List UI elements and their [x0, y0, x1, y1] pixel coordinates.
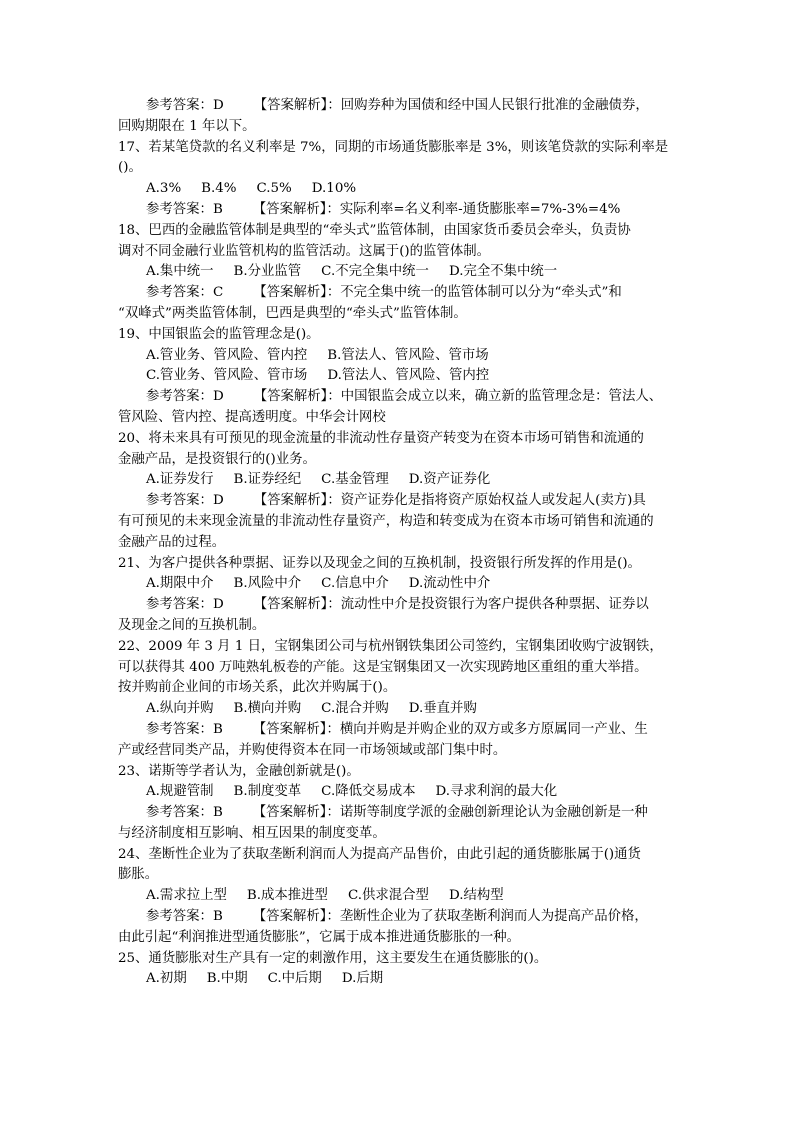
answer-option: C.管业务、管风险、管市场: [146, 368, 308, 384]
answer-option: A.证券发行: [146, 472, 214, 488]
text-line: [118, 158, 680, 179]
text-segment: 20、将未来具有可预见的现金流量的非流动性存量资产转变为在资本市场可销售和流通的: [118, 430, 644, 446]
text-line: [118, 845, 680, 866]
text-segment: 与经济制度相互影响、相互因果的制度变革。: [118, 825, 386, 841]
text-segment: 【答案解析】：不完全集中统一的监管体制可以分为“牵头式”和: [253, 285, 622, 301]
answer-option: D.结构型: [448, 888, 504, 904]
answer-option: D.寻求利润的最大化: [435, 784, 558, 800]
text-segment: 【答案解析】：中国银监会成立以来，确立新的监管理念是：管法人、: [253, 389, 663, 405]
text-line: [118, 429, 680, 450]
answer-option: B.中期: [206, 971, 248, 987]
text-line: [118, 387, 680, 408]
text-line: [118, 554, 680, 575]
text-line: [118, 741, 680, 762]
text-segment: 参考答案：B: [146, 201, 223, 217]
text-segment: 管风险、管内控、提高透明度。中华会计网校: [118, 409, 386, 425]
text-line: [118, 491, 680, 512]
answer-options-line: [118, 886, 680, 907]
text-line: [118, 408, 680, 429]
answer-options-line: [118, 470, 680, 491]
answer-option: D.资产证券化: [408, 472, 491, 488]
answer-option: D.垂直并购: [408, 701, 477, 717]
answer-option: C.中后期: [267, 971, 322, 987]
text-segment: 24、垄断性企业为了获取垄断利润而人为提高产品售价，由此引起的通货膨胀属于()通货: [118, 846, 641, 862]
answer-option: C.信息中介: [321, 576, 389, 592]
answer-option: C.供求混合型: [347, 888, 429, 904]
text-segment: 参考答案：D: [146, 98, 224, 113]
text-segment: 25、通货膨胀对生产具有一定的刺激作用，这主要发生在通货膨胀的()。: [118, 950, 548, 966]
text-line: [118, 824, 680, 845]
answer-option: D.流动性中介: [408, 576, 491, 592]
answer-option: C.降低交易成本: [321, 784, 416, 800]
text-segment: 【答案解析】：资产证券化是指将资产原始权益人或发起人(卖方)具: [253, 493, 646, 509]
text-line: [118, 949, 680, 970]
answer-option: A.期限中介: [146, 576, 214, 592]
text-segment: 参考答案：B: [146, 909, 223, 925]
text-segment: 可以获得其 400 万吨熟轧板卷的产能。这是宝钢集团又一次实现跨地区重组的重大举措。: [118, 659, 648, 675]
answer-option: D.完全不集中统一: [448, 264, 558, 280]
text-segment: 参考答案：D: [146, 493, 224, 509]
answer-option: B.分业监管: [233, 264, 302, 280]
answer-option: B.4%: [201, 181, 237, 197]
text-line: [118, 450, 680, 471]
text-segment: 参考答案：B: [146, 805, 223, 821]
text-segment: 参考答案：D: [146, 389, 224, 405]
text-line: [118, 720, 680, 741]
text-line: [118, 96, 680, 117]
text-segment: 22、2009 年 3 月 1 日，宝钢集团公司与杭州钢铁集团公司签约，宝钢集团收购宁波钢铁，: [118, 638, 663, 654]
text-segment: 及现金之间的互换机制。: [118, 617, 266, 633]
text-segment: 21、为客户提供各种票据、证券以及现金之间的互换机制，投资银行所发挥的作用是()。: [118, 555, 641, 571]
text-line: [118, 325, 680, 346]
answer-options-line: [118, 782, 680, 803]
answer-option: D.后期: [341, 971, 384, 987]
text-line: [118, 616, 680, 637]
answer-options-line: [118, 699, 680, 720]
text-line: [118, 803, 680, 824]
answer-option: B.证券经纪: [233, 472, 302, 488]
answer-option: B.横向并购: [233, 701, 302, 717]
text-line: [118, 283, 680, 304]
text-segment: 【答案解析】：实际利率=名义利率-通货膨胀率=7%-3%=4%: [252, 201, 621, 217]
text-segment: 参考答案：D: [146, 597, 224, 613]
text-segment: ()。: [118, 160, 142, 176]
text-line: [118, 928, 680, 949]
text-segment: 回购期限在 1 年以下。: [118, 118, 256, 134]
text-segment: 按并购前企业间的市场关系，此次并购属于()。: [118, 680, 397, 696]
text-segment: 产或经营同类产品，并购使得资本在同一市场领域或部门集中时。: [118, 742, 507, 758]
answer-options-line: [118, 262, 680, 283]
text-line: [118, 200, 680, 221]
answer-option: A.3%: [146, 181, 182, 197]
answer-options-line: [118, 366, 680, 387]
document-page: [118, 96, 680, 990]
answer-option: A.需求拉上型: [146, 888, 227, 904]
text-line: [118, 865, 680, 886]
answer-option: C.基金管理: [321, 472, 389, 488]
answer-option: D.管法人、管风险、管内控: [327, 368, 490, 384]
answer-options-line: [118, 179, 680, 200]
answer-option: C.5%: [256, 181, 292, 197]
text-line: [118, 242, 680, 263]
text-segment: 金融产品，是投资银行的()业务。: [118, 451, 316, 467]
answer-option: B.风险中介: [233, 576, 302, 592]
answer-option: B.管法人、管风险、管市场: [327, 347, 489, 363]
answer-option: A.规避管制: [146, 784, 214, 800]
text-line: [118, 907, 680, 928]
text-line: [118, 533, 680, 554]
answer-option: C.不完全集中统一: [321, 264, 429, 280]
answer-option: C.混合并购: [321, 701, 389, 717]
text-line: [118, 304, 680, 325]
answer-options-line: [118, 969, 680, 990]
answer-options-line: [118, 574, 680, 595]
text-line: [118, 678, 680, 699]
text-segment: 【答案解析】：流动性中介是投资银行为客户提供各种票据、证券以: [253, 597, 649, 613]
text-line: [118, 762, 680, 783]
text-segment: 18、巴西的金融监管体制是典型的“牵头式”监管体制，由国家货币委员会牵头，负责协: [118, 222, 631, 238]
answer-option: B.制度变革: [233, 784, 302, 800]
text-segment: 17、若某笔贷款的名义利率是 7%，同期的市场通货膨胀率是 3%，则该笔贷款的实际利率是: [118, 139, 669, 155]
text-line: [118, 117, 680, 138]
answer-option: A.初期: [146, 971, 187, 987]
text-segment: 【答案解析】：垄断性企业为了获取垄断利润而人为提高产品价格，: [252, 909, 648, 925]
text-line: [118, 595, 680, 616]
text-segment: 金融产品的过程。: [118, 534, 226, 550]
text-line: [118, 221, 680, 242]
text-line: [118, 658, 680, 679]
text-segment: 【答案解析】：横向并购是并购企业的双方或多方原属同一产业、生: [252, 721, 648, 737]
text-segment: 参考答案：C: [146, 285, 224, 301]
text-segment: “双峰式”两类监管体制，巴西是典型的“牵头式”监管体制。: [118, 305, 467, 321]
text-segment: 调对不同金融行业监管机构的监管活动。这属于()的监管体制。: [118, 243, 490, 259]
text-line: [118, 512, 680, 533]
text-segment: 19、中国银监会的监管理念是()。: [118, 326, 320, 342]
text-line: [118, 637, 680, 658]
text-segment: 由此引起“利润推进型通货膨胀”，它属于成本推进通货膨胀的一种。: [118, 929, 521, 945]
answer-option: A.集中统一: [146, 264, 214, 280]
text-segment: 参考答案：B: [146, 721, 223, 737]
text-line: [118, 138, 680, 159]
answer-option: B.成本推进型: [246, 888, 328, 904]
text-segment: 23、诺斯等学者认为，金融创新就是()。: [118, 763, 360, 779]
answer-option: A.管业务、管风险、管内控: [146, 347, 308, 363]
text-segment: 膨胀。: [118, 867, 159, 883]
answer-option: A.纵向并购: [146, 701, 214, 717]
text-segment: 【答案解析】：诺斯等制度学派的金融创新理论认为金融创新是一种: [252, 805, 648, 821]
answer-option: D.10%: [311, 181, 357, 197]
text-segment: 【答案解析】：回购券种为国债和经中国人民银行批准的金融债券，: [253, 98, 649, 113]
answer-options-line: [118, 346, 680, 367]
text-segment: 有可预见的未来现金流量的非流动性存量资产，构造和转变成为在资本市场可销售和流通的: [118, 513, 654, 529]
